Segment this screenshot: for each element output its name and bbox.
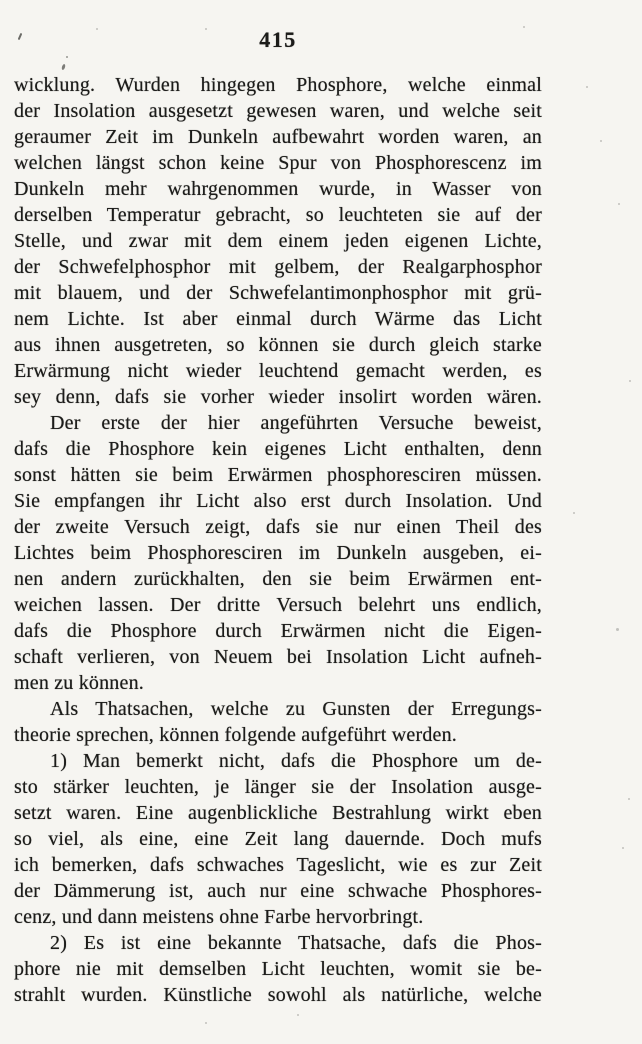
text-line: der Dämmerung ist, auch nur eine schwache Phosphores- [14, 880, 542, 902]
text-line: sey denn, dafs sie vorher wieder insolirt worden wären. [14, 386, 542, 408]
text-line: wicklung. Wurden hingegen Phosphore, welche einmal [14, 74, 542, 96]
page-number: 415 [259, 27, 297, 52]
ink-speck [600, 140, 602, 142]
text-line: schaft verlieren, von Neuem bei Insolation Licht aufneh- [14, 646, 542, 668]
ink-speck [96, 28, 98, 30]
ink-speck [629, 380, 631, 382]
ink-speck [628, 798, 630, 800]
ink-speck [573, 512, 575, 514]
text-line: cenz, und dann meistens ohne Farbe hervorbringt. [14, 906, 424, 928]
text-line: ich bemerken, dafs schwaches Tageslicht, wie es zur Zeit [14, 854, 542, 876]
text-line: men zu können. [14, 672, 144, 694]
text-line: strahlt wurden. Künstliche sowohl als natürliche, welche [14, 984, 542, 1006]
ink-speck [66, 56, 68, 58]
text-line: sonst hätten sie beim Erwärmen phosphoresciren müssen. [14, 464, 542, 486]
text-line: 2) Es ist eine bekannte Thatsache, dafs die Phos- [50, 932, 542, 954]
text-line: Stelle, und zwar mit dem einem jeden eigenen Lichte, [14, 230, 542, 252]
ink-speck [616, 628, 619, 631]
page-text [14, 72, 542, 1008]
ink-speck [205, 28, 207, 30]
ink-speck [61, 64, 66, 71]
ink-speck [297, 1014, 299, 1016]
text-line: theorie sprechen, können folgende aufgeführt werden. [14, 724, 457, 746]
text-line: der zweite Versuch zeigt, dafs sie nur einen Theil des [14, 516, 542, 538]
text-line: dafs die Phosphore kein eigenes Licht enthalten, denn [14, 438, 542, 460]
text-line: derselben Temperatur gebracht, so leuchteten sie auf der [14, 204, 542, 226]
text-line: setzt waren. Eine augenblickliche Bestrahlung wirkt eben [14, 802, 542, 824]
text-line: so viel, als eine, eine Zeit lang dauernde. Doch mufs [14, 828, 542, 850]
text-line: Erwärmung nicht wieder leuchtend gemacht werden, es [14, 360, 542, 382]
text-line: Sie empfangen ihr Licht also erst durch Insolation. Und [14, 490, 542, 512]
text-line: 1) Man bemerkt nicht, dafs die Phosphore um de- [50, 750, 542, 772]
text-line: nen andern zurückhalten, den sie beim Erwärmen ent- [14, 568, 542, 590]
text-line: mit blauem, und der Schwefelantimonphosphor mit grü- [14, 282, 542, 304]
text-line: nem Lichte. Ist aber einmal durch Wärme das Licht [14, 308, 542, 330]
text-line: Der erste der hier angeführten Versuche beweist, [50, 412, 542, 434]
text-line: der Schwefelphosphor mit gelbem, der Realgarphosphor [14, 256, 542, 278]
text-line: der Insolation ausgesetzt gewesen waren, und welche seit [14, 100, 542, 122]
text-line: Lichtes beim Phosphoresciren im Dunkeln ausgeben, ei- [14, 542, 542, 564]
text-line: phore nie mit demselben Licht leuchten, womit sie be- [14, 958, 542, 980]
text-line: welchen längst schon keine Spur von Phosphorescenz im [14, 152, 542, 174]
text-line: aus ihnen ausgetreten, so können sie durch gleich starke [14, 334, 542, 356]
ink-speck [622, 847, 624, 849]
text-line: geraumer Zeit im Dunkeln aufbewahrt worden waren, an [14, 126, 542, 148]
text-line: dafs die Phosphore durch Erwärmen nicht die Eigen- [14, 620, 542, 642]
text-line: sto stärker leuchten, je länger sie der Insolation ausge- [14, 776, 542, 798]
text-line: weichen lassen. Der dritte Versuch belehrt uns endlich, [14, 594, 542, 616]
ink-speck [205, 1022, 207, 1024]
ink-speck [618, 203, 620, 205]
text-line: Dunkeln mehr wahrgenommen wurde, in Wasser von [14, 178, 542, 200]
ink-speck [523, 26, 525, 28]
ink-speck [586, 86, 588, 88]
text-line: Als Thatsachen, welche zu Gunsten der Erregungs- [50, 698, 542, 720]
